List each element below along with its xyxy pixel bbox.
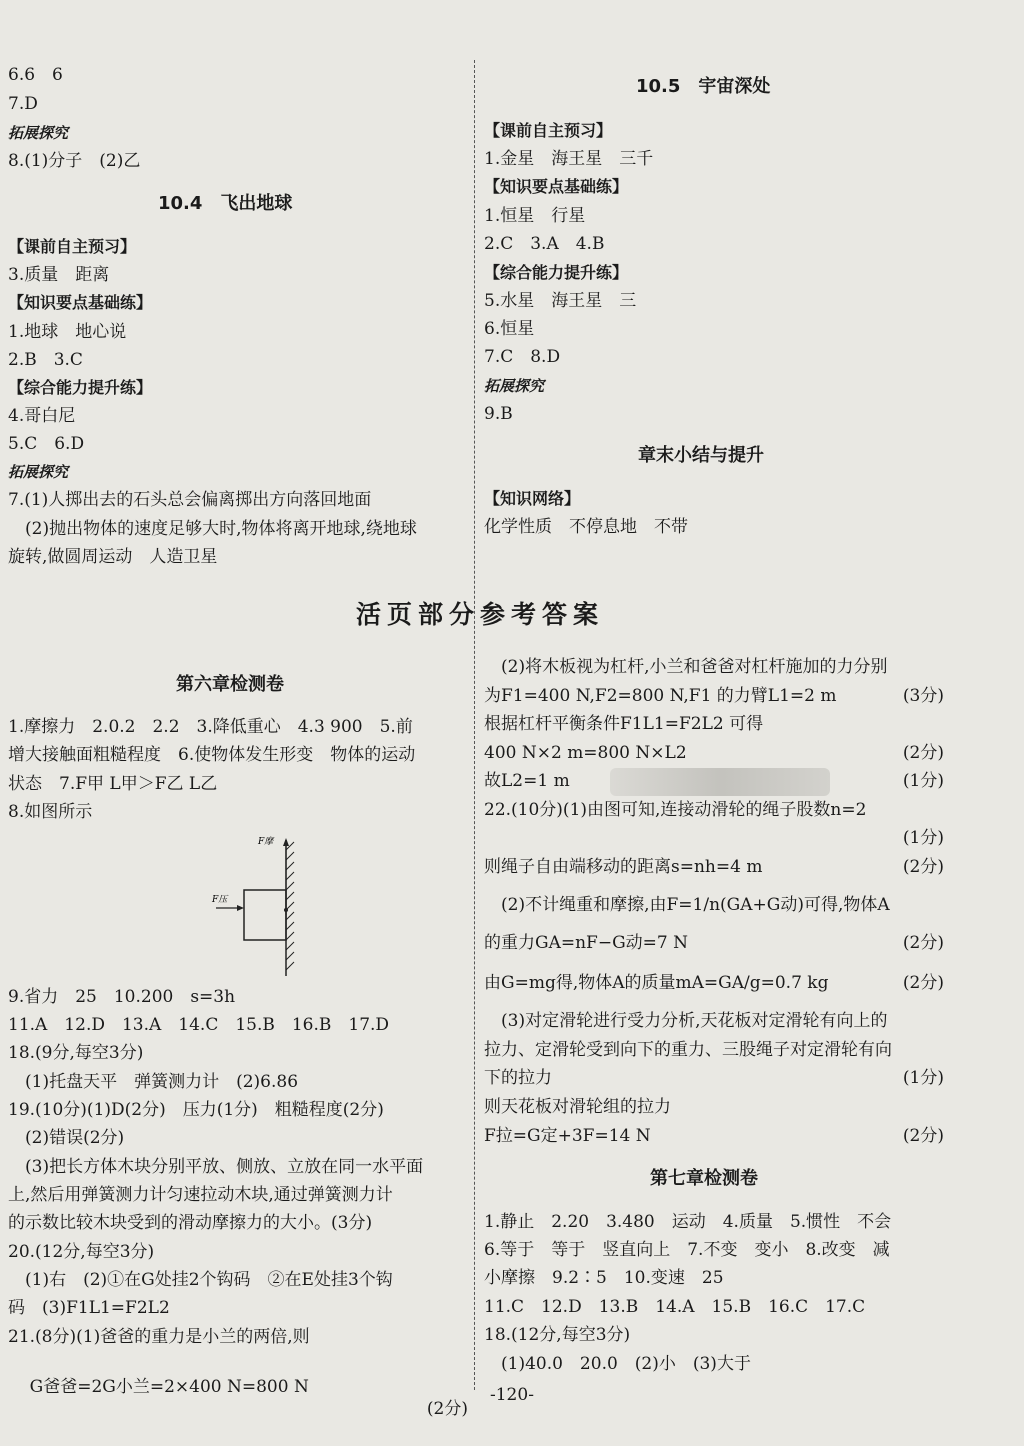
answer-line: 19.(10分)(1)D(2分) 压力(1分) 粗糙程度(2分) [8,1100,384,1120]
ink-smear [610,768,830,796]
right-top-column [484,76,954,546]
answer-line: 6.等于 等于 竖直向上 7.不变 变小 8.改变 减 [484,1240,890,1260]
answer-line: 拉力、定滑轮受到向下的重力、三股绳子对定滑轮有向 [484,1040,892,1060]
section-label: 【综合能力提升练】 [484,263,629,282]
score-label: (2分) [902,973,944,993]
answer-line [484,932,944,954]
score-label: (2分) [902,1126,944,1146]
answer-line: (1)右 (2)①在G处挂2个钩码 ②在E处挂3个钩 [8,1270,393,1290]
section-label: 【综合能力提升练】 [8,378,153,397]
right-bottom-column [484,656,944,1376]
page-number: -120- [490,1385,534,1405]
answer-line: 9.B [484,404,513,424]
answer-line: 上,然后用弹簧测力计匀速拉动木块,通过弹簧测力计 [8,1185,393,1205]
section-title: 10.4 飞出地球 [158,193,293,214]
section-title: 章末小结与提升 [638,445,764,466]
score-label: (2分) [426,1399,468,1419]
answer-line: 的示数比较木块受到的滑动摩擦力的大小。(3分) [8,1213,373,1233]
answer-line: 6.恒星 [484,319,535,339]
answer-line [484,1067,944,1089]
answer-line: 1.摩擦力 2.0.2 2.2 3.降低重心 4.3 900 5.前 [8,717,413,737]
answer-text: 由G=mg得,物体A的质量mA=GA/g=0.7 kg [484,973,829,993]
force-diagram [198,830,318,980]
answer-line: 旋转,做圆周运动 人造卫星 [8,547,218,567]
answer-line: (1)40.0 20.0 (2)小 (3)大于 [484,1354,751,1374]
answer-line: 4.哥白尼 [8,406,76,426]
section-label: 【知识要点基础练】 [484,177,629,196]
answer-line: 1.金星 海王星 三千 [484,149,654,169]
score-label: (2分) [902,743,944,763]
section-label: 【课前自主预习】 [8,237,137,256]
answer-line: 2.C 3.A 4.B [484,234,605,254]
section-title: 10.5 宇宙深处 [636,76,771,97]
answer-line: 5.水星 海王星 三 [484,291,637,311]
answer-line: 22.(10分)(1)由图可知,连接动滑轮的绳子股数n=2 [484,800,867,820]
answer-line: 5.C 6.D [8,434,85,454]
answer-line: 11.A 12.D 13.A 14.C 15.B 16.B 17.D [8,1015,390,1035]
answer-text: 400 N×2 m=800 N×L2 [484,743,687,763]
answer-line: 化学性质 不停息地 不带 [484,517,688,537]
answer-line: 1.恒星 行星 [484,206,586,226]
answer-line [484,972,944,994]
score-label: (1分) [902,828,944,848]
score-label: (1分) [902,771,944,791]
answer-line: 3.质量 距离 [8,265,110,285]
main-title: 活页部分参考答案 [356,600,605,629]
answer-line: 码 (3)F1L1=F2L2 [8,1298,170,1318]
answer-line [484,742,944,764]
answer-line: (2)抛出物体的速度足够大时,物体将离开地球,绕地球 [8,519,417,539]
answer-line: 11.C 12.D 13.B 14.A 15.B 16.C 17.C [484,1297,866,1317]
friction-force-label: F摩 [258,837,274,847]
answer-text: 故L2=1 m [484,771,570,791]
section-label: 【课前自主预习】 [484,121,613,140]
answer-line: 18.(9分,每空3分) [8,1043,144,1063]
left-bottom-column [8,674,468,1419]
answer-line: 18.(12分,每空3分) [484,1325,631,1345]
answer-text: 为F1=400 N,F2=800 N,F1 的力臂L1=2 m [484,686,837,706]
section-label: 拓展探究 [8,463,69,481]
answer-line: 21.(8分)(1)爸爸的重力是小兰的两倍,则 [8,1327,310,1347]
answer-line: 1.地球 地心说 [8,322,127,342]
answer-line: 根据杠杆平衡条件F1L1=F2L2 可得 [484,714,764,734]
answer-line [8,1354,468,1442]
answer-line: 1.静止 2.20 3.480 运动 4.质量 5.惯性 不会 [484,1212,892,1232]
answer-line: (1)托盘天平 弹簧测力计 (2)6.86 [8,1072,299,1092]
answer-line: 则天花板对滑轮组的拉力 [484,1097,671,1117]
section-label: 拓展探究 [484,377,545,395]
section-label: 拓展探究 [8,124,69,142]
answer-line: 小摩擦 9.2∶5 10.变速 25 [484,1268,724,1288]
answer-line: (3)把长方体木块分别平放、侧放、立放在同一水平面 [8,1157,424,1177]
pressure-force-label: F压 [212,895,228,905]
answer-line: 7.(1)人掷出去的石头总会偏离掷出方向落回地面 [8,490,372,510]
answer-line [484,1125,944,1147]
score-label: (3分) [902,686,944,706]
answer-line: (2)错误(2分) [8,1128,125,1148]
section-title: 第七章检测卷 [650,1168,758,1189]
answer-line: 2.B 3.C [8,350,83,370]
section-label: 【知识网络】 [484,489,581,508]
answer-text: F拉=G定+3F=14 N [484,1126,651,1146]
section-title: 第六章检测卷 [176,674,284,695]
answer-line: 7.D [8,94,38,114]
answer-line: (2)不计绳重和摩擦,由F=1/n(GA+G动)可得,物体A [484,895,890,915]
answer-line: 状态 7.F甲 L甲＞F乙 L乙 [8,774,218,794]
answer-line: 7.C 8.D [484,347,561,367]
answer-line [484,856,944,878]
answer-text: G爸爸=2G小兰=2×400 N=800 N [29,1377,309,1397]
answer-line: (2)将木板视为杠杆,小兰和爸爸对杠杆施加的力分别 [484,657,888,677]
score-label: (2分) [902,857,944,877]
score-label: (2分) [902,933,944,953]
score-label: (1分) [902,1068,944,1088]
answer-line: 8.(1)分子 (2)乙 [8,151,141,171]
answer-line: 8.如图所示 [8,802,93,822]
section-label: 【知识要点基础练】 [8,293,153,312]
answer-text: 则绳子自由端移动的距离s=nh=4 m [484,857,763,877]
answer-line: 6.6 6 [8,65,63,85]
answer-text: 下的拉力 [484,1068,552,1088]
answer-text: 的重力GA=nF−G动=7 N [484,933,689,953]
left-top-column [8,64,468,584]
column-divider [474,60,475,1390]
answer-line: (3)对定滑轮进行受力分析,天花板对定滑轮有向上的 [484,1011,888,1031]
answer-line: 9.省力 25 10.200 s=3h [8,987,236,1007]
answer-line: 增大接触面粗糙程度 6.使物体发生形变 物体的运动 [8,745,416,765]
answer-line [484,685,944,707]
answer-line: 20.(12分,每空3分) [8,1242,155,1262]
